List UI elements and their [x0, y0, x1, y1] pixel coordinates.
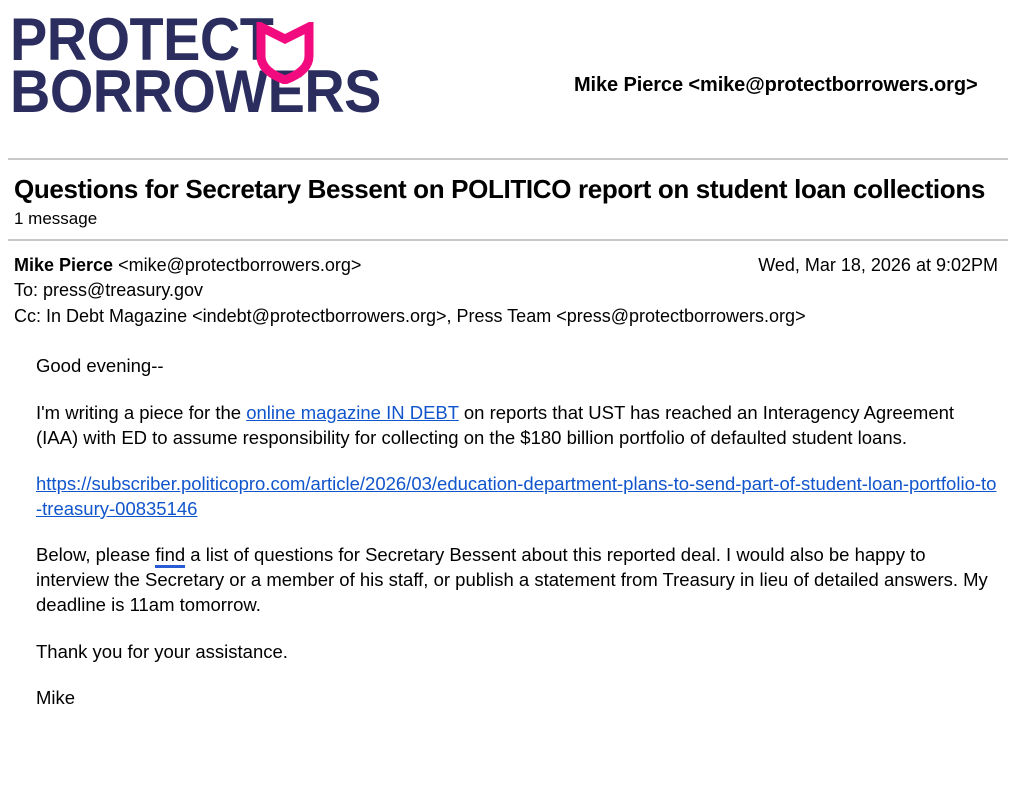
- message-from: [14, 253, 361, 279]
- subject-block: [0, 160, 1024, 239]
- body-paragraph-url: [36, 471, 998, 521]
- letterhead: [0, 0, 1024, 158]
- sender-address: <mike@protectborrowers.org>: [118, 254, 362, 275]
- page-title: Questions for Secretary Bessent on POLITICO report on student loan collections: [14, 174, 985, 204]
- logo-text-line-2: BORROWERS: [10, 58, 381, 125]
- message-body: [0, 339, 1024, 710]
- politico-article-link[interactable]: https://subscriber.politicopro.com/article/2026/03/education-department-plans-to-send-part-of-student-loan-portfolio-to-treasury-00835146: [36, 472, 997, 519]
- logo-text-line-1: PROTECT: [10, 6, 274, 73]
- body-signoff: [36, 685, 998, 710]
- body-questions-text-a: Below, please: [36, 544, 156, 566]
- body-thanks-text: Thank you for your assistance.: [36, 640, 288, 662]
- message-from-row: [14, 253, 1008, 279]
- body-signoff-text: Mike: [36, 686, 76, 708]
- body-intro-text-a: I'm writing a piece for the: [36, 401, 247, 423]
- message-timestamp: Wed, Mar 18, 2026 at 9:02PM: [758, 254, 998, 275]
- message-header: [0, 241, 1024, 340]
- body-greeting: [36, 353, 998, 378]
- shield-icon: [256, 22, 314, 84]
- body-paragraph-intro: [36, 400, 998, 450]
- body-paragraph-questions: [36, 542, 998, 617]
- message-count: 1 message: [14, 208, 98, 228]
- body-greeting-text: Good evening--: [36, 355, 164, 377]
- body-intro-text-b: on reports that UST has reached an Interagency Agreement (IAA) with ED to assume responsibility for collecting on the $180 billion portfolio of defaulted student loans.: [36, 401, 955, 448]
- grammar-suggestion-find[interactable]: find: [155, 544, 185, 568]
- sender-name: Mike Pierce: [14, 254, 114, 275]
- body-paragraph-thanks: [36, 639, 998, 664]
- letterhead-contact: Mike Pierce <mike@protectborrowers.org>: [574, 74, 978, 96]
- body-questions-text-b: a list of questions for Secretary Bessent about this reported deal. I would also be happy to interview the Secretary or a member of his staff, or publish a statement from Treasury in lieu of detailed answers. My deadline is 11am tomorrow.: [36, 544, 988, 616]
- in-debt-magazine-link[interactable]: online magazine IN DEBT: [246, 401, 459, 423]
- message-cc: Cc: In Debt Magazine <indebt@protectborrowers.org>, Press Team <press@protectborrowers.org>: [14, 305, 806, 326]
- message-to: To: press@treasury.gov: [14, 280, 204, 301]
